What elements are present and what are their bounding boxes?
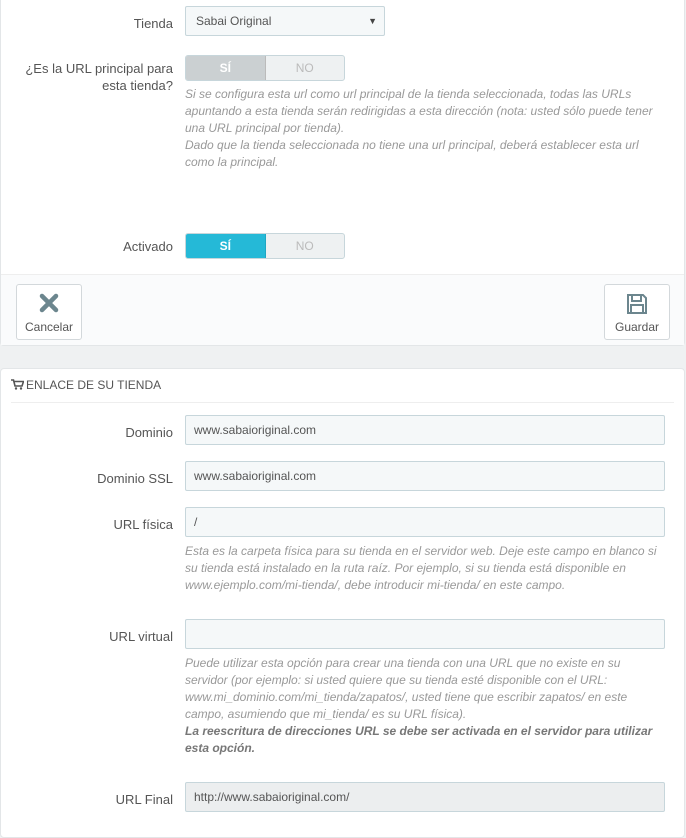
- section-title: ENLACE DE SU TIENDA: [26, 378, 162, 392]
- shopping-cart-icon: [11, 378, 24, 394]
- close-icon: [17, 292, 81, 318]
- main-url-yes-option[interactable]: SÍ: [186, 56, 266, 80]
- save-button-label: Guardar: [614, 320, 660, 334]
- activado-toggle[interactable]: [185, 233, 345, 259]
- url-virtual-label: URL virtual: [109, 629, 173, 644]
- tienda-select[interactable]: [185, 6, 385, 36]
- dominio-input[interactable]: www.sabaioriginal.com: [185, 415, 665, 445]
- url-fisica-input[interactable]: /: [185, 507, 665, 537]
- url-virtual-help: [185, 655, 665, 757]
- cancel-button-label: Cancelar: [24, 320, 74, 334]
- main-url-label-line2: esta tienda?: [102, 78, 173, 93]
- chevron-down-icon: ▼: [368, 16, 377, 26]
- tienda-label: Tienda: [133, 16, 173, 31]
- activado-yes-option[interactable]: SÍ: [186, 234, 266, 258]
- main-url-no-option[interactable]: NO: [295, 61, 314, 75]
- main-url-help-text2: Dado que la tienda seleccionada no tiene una url principal, deberá establecer esta url como la principal.: [185, 138, 639, 169]
- main-url-help-text1: Si se configura esta url como url principal de la tienda seleccionada, todas las URLs apuntando a esta tienda serán redirigidas a esta dirección (nota: usted sólo puede tener una URL principal por tienda).: [185, 87, 653, 135]
- dominio-ssl-input[interactable]: www.sabaioriginal.com: [185, 461, 665, 491]
- url-virtual-help-text: Puede utilizar esta opción para crear una tienda con una URL que no existe en su servidor (por ejemplo: si usted quiere que su tienda esté disponible con el URL: www.mi_dominio.com/mi_tienda/zapatos/, usted tiene que escribir zapatos/ en este campo, asumiendo que mi_tienda/ es su URL física).: [185, 656, 628, 721]
- url-final-input: http://www.sabaioriginal.com/: [185, 782, 665, 812]
- dominio-ssl-label: Dominio SSL: [97, 471, 173, 486]
- save-button[interactable]: [604, 284, 670, 340]
- tienda-select-value: Sabai Original: [196, 14, 272, 28]
- url-final-label: URL Final: [115, 792, 173, 807]
- main-url-label-line1: ¿Es la URL principal para: [25, 61, 173, 76]
- activado-no-option[interactable]: NO: [295, 239, 314, 253]
- panel-footer: [1, 275, 684, 345]
- section-heading: [11, 377, 674, 403]
- cancel-button[interactable]: [16, 284, 82, 340]
- url-virtual-help-warning: La reescritura de direcciones URL se debe ser activada en el servidor para utilizar esta opción.: [185, 724, 653, 755]
- url-virtual-input[interactable]: [185, 619, 665, 649]
- save-icon: [605, 292, 669, 318]
- url-fisica-help: Esta es la carpeta física para su tienda en el servidor web. Deje este campo en blanco si su tienda está instalado en la ruta raíz. Por ejemplo, si su tienda está disponible en www.ejemplo.com/mi-tienda/, debe introducir mi-tienda/ en este campo.: [185, 544, 657, 592]
- shop-link-panel: [0, 368, 685, 838]
- url-fisica-label: URL física: [113, 517, 173, 532]
- main-url-toggle[interactable]: [185, 55, 345, 81]
- activado-label: Activado: [123, 239, 173, 254]
- dominio-label: Dominio: [125, 425, 173, 440]
- shop-url-form-panel: [0, 0, 685, 346]
- main-url-help: [185, 86, 665, 171]
- main-url-label: [25, 60, 173, 94]
